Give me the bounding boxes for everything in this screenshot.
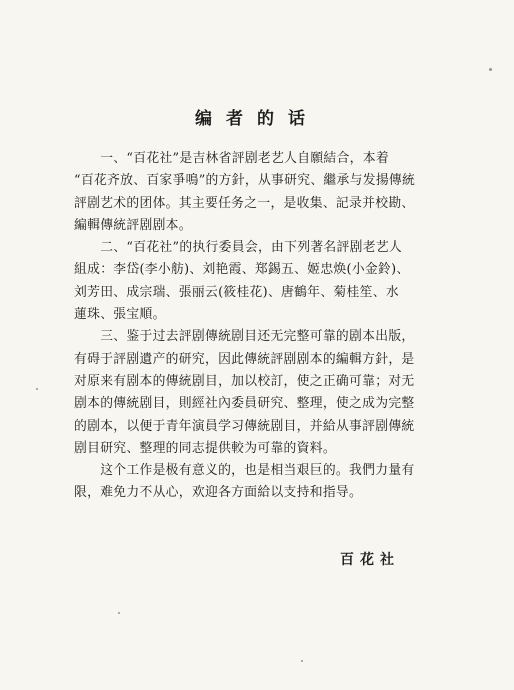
scan-speck <box>118 612 120 614</box>
scan-speck <box>301 660 303 662</box>
text-line: 組成：李岱(李小舫)、刘艳霞、郑錫五、姬忠焕(小金鈴)、 <box>74 262 410 278</box>
signature: 百花社 <box>340 552 400 568</box>
scan-speck <box>489 68 492 71</box>
text-line: 二、“百花社”的执行委員会，由下列著名評剧老艺人 <box>74 240 403 256</box>
text-line: 編輯傳統評剧剧本。 <box>74 217 192 233</box>
text-line: 蓮珠、張宝順。 <box>74 307 166 323</box>
paragraph-1 <box>74 148 480 237</box>
body-text <box>74 148 480 505</box>
page-title: 编者的话 <box>195 109 319 129</box>
text-line: 剧本的傳統剧目，則經社內委員研究、整理，使之成为完整 <box>74 396 415 412</box>
paragraph-2 <box>74 237 480 326</box>
text-line: “百花齐放、百家爭鳴”的方針，从事研究、繼承与发揚傳統 <box>74 173 416 189</box>
text-line: 剧目研究、整理的同志提供較为可靠的資料。 <box>74 440 336 456</box>
paragraph-4 <box>74 460 480 505</box>
text-line: 刘芳田、成宗瑞、張丽云(筱桂花)、唐鶴年、菊桂笙、水 <box>74 284 399 300</box>
scan-speck <box>36 388 38 390</box>
text-line: 有碍于評剧遺产的研究，因此傳統評剧剧本的編輯方針，是 <box>74 351 415 367</box>
text-line: 三、鉴于过去評剧傳統剧目还无完整可靠的剧本出版， <box>74 329 415 345</box>
text-line: 这个工作是极有意义的，也是相当艰巨的。我們力量有 <box>74 463 415 479</box>
text-line: 对原来有剧本的傳統剧目，加以校訂，使之正确可靠；对无 <box>74 373 415 389</box>
paragraph-3 <box>74 326 480 460</box>
text-line: 評剧艺术的团体。其主要任务之一，是收集、記录并校勘、 <box>74 195 415 211</box>
text-line: 限，难免力不从心，欢迎各方面給以支持和指导。 <box>74 485 363 501</box>
text-line: 的剧本，以便于青年演員学习傳統剧目，并給从事評剧傳統 <box>74 418 415 434</box>
text-line: 一、“百花社”是吉林省評剧老艺人自願結合，本着 <box>74 151 389 166</box>
